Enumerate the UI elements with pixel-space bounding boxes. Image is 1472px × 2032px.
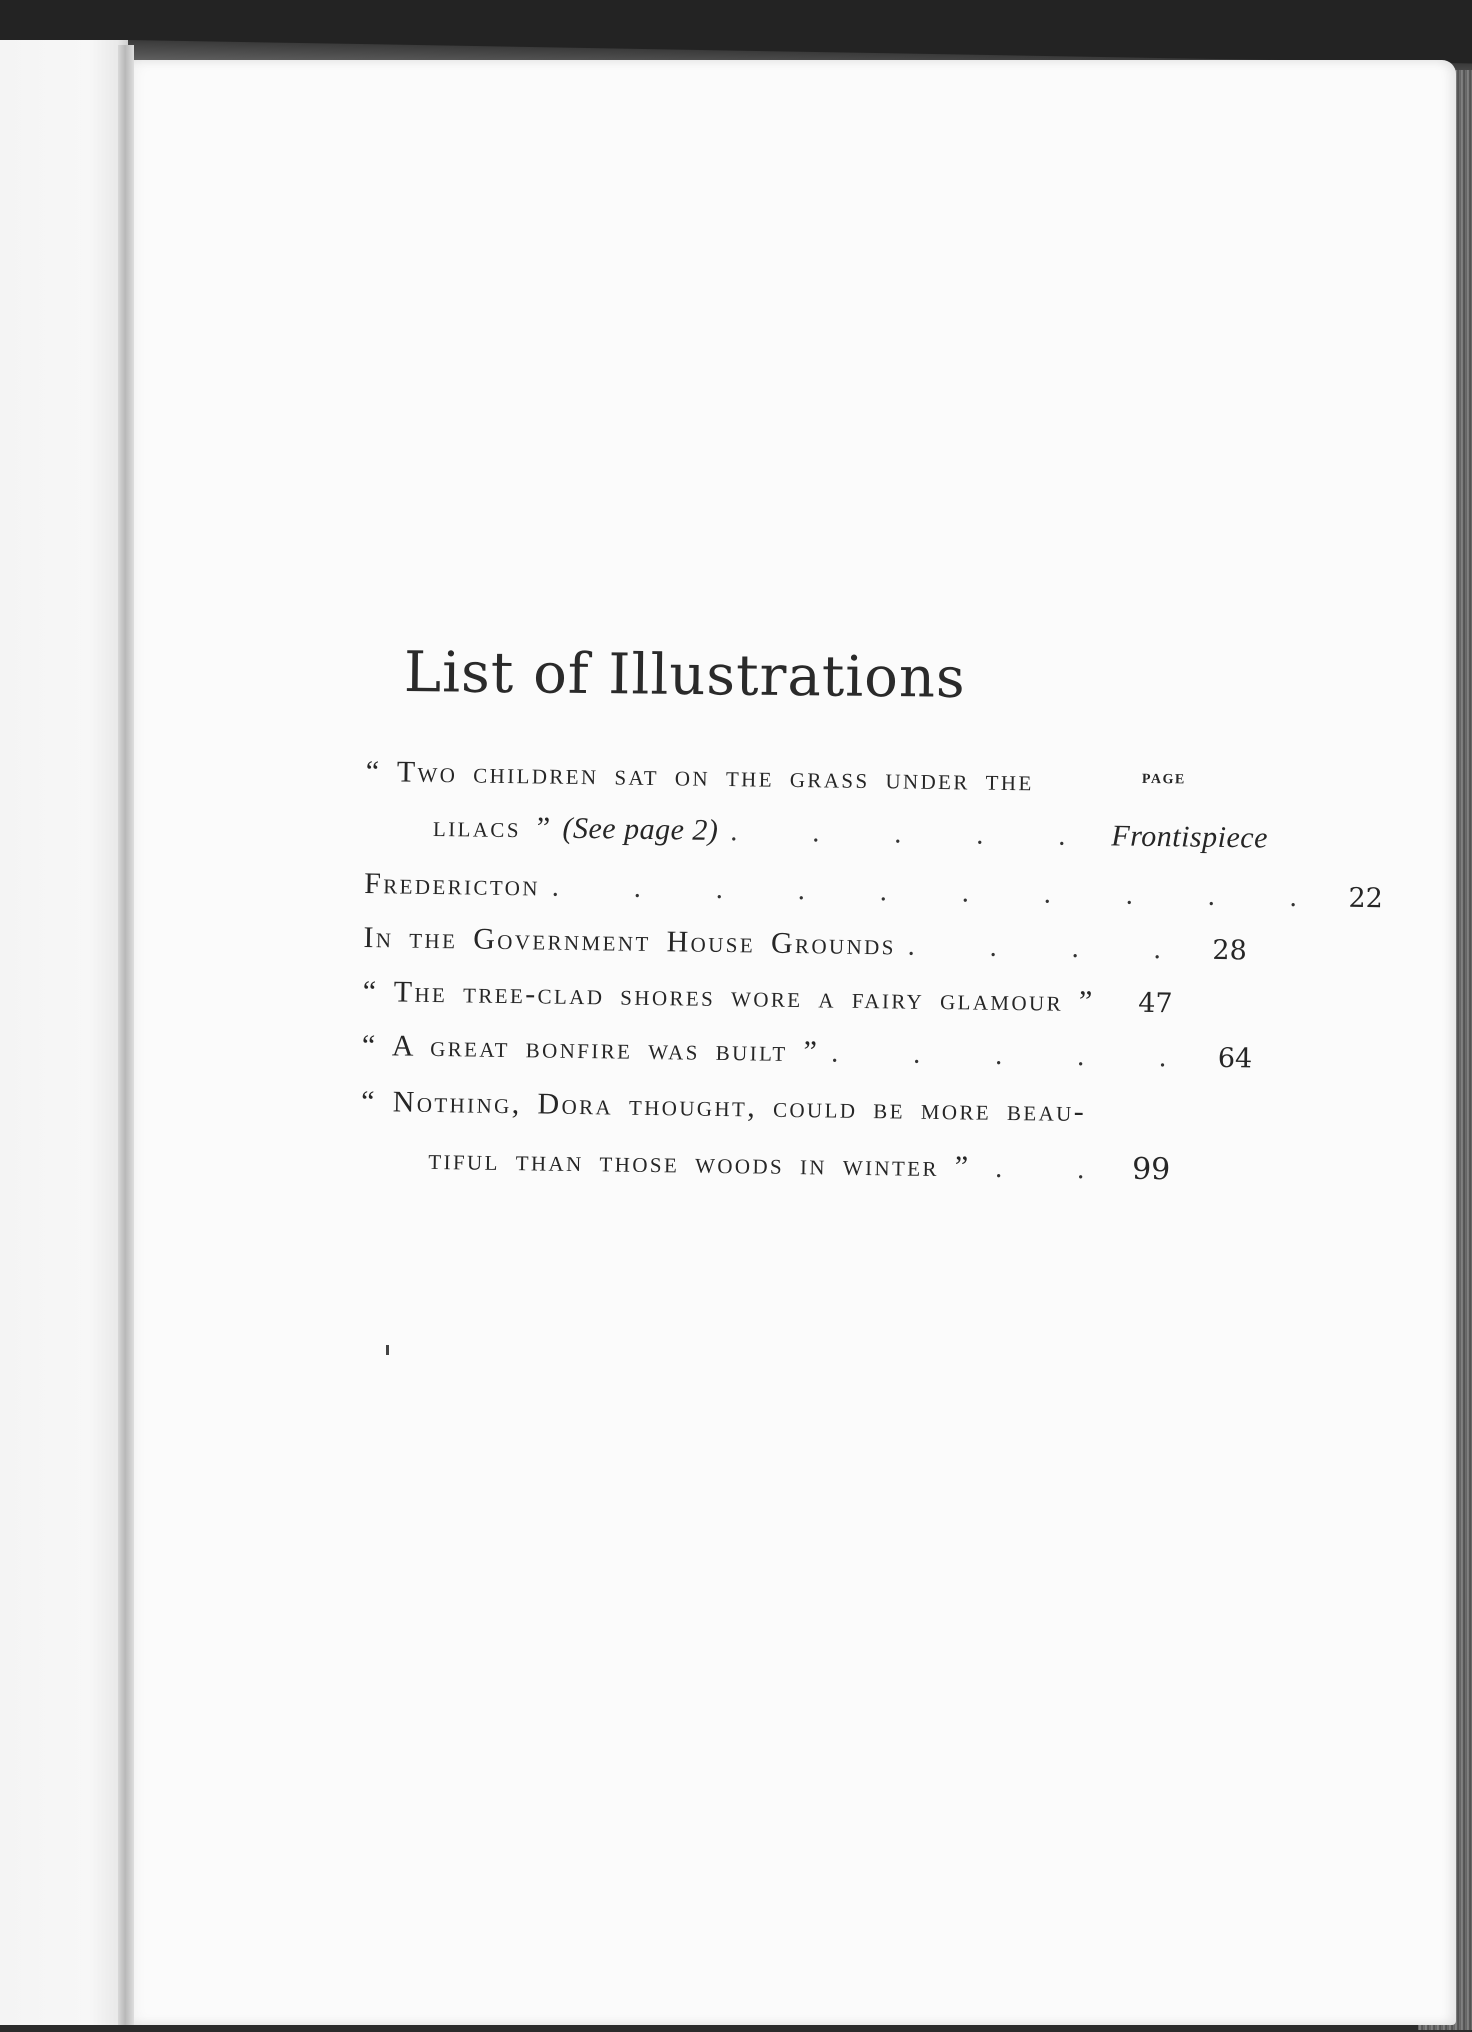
dot-leader: . . . . . . . . . .	[551, 871, 1332, 914]
entry-caption: Fredericton	[363, 866, 541, 903]
list-item	[361, 1085, 1172, 1140]
entry-caption: “ The tree-clad shores wore a fairy glamour ”	[362, 974, 1095, 1019]
entry-caption: lilacs ”	[432, 809, 553, 845]
left-page-edge	[0, 40, 128, 2025]
list-item	[362, 975, 1173, 1030]
entry-note: (See page 2)	[562, 811, 719, 847]
entry-caption: “ Nothing, Dora thought, could be more beau-	[360, 1084, 1087, 1129]
entry-caption: “ Two children sat on the grass under the	[365, 755, 1034, 798]
entry-page: 47	[1138, 987, 1173, 1020]
entry-caption: tiful than those woods in winter ”	[428, 1142, 971, 1184]
list-item	[365, 809, 1269, 864]
entry-page: 99	[1131, 1151, 1171, 1188]
entry-caption: “ A great bonfire was built ”	[361, 1028, 820, 1069]
dot-leader: . . . . .	[730, 816, 1100, 853]
entry-page: Frontispiece	[1111, 819, 1269, 855]
print-speck	[386, 1345, 389, 1355]
list-item	[360, 1141, 1171, 1196]
dot-leader: . . . .	[907, 930, 1195, 966]
page-title: List of Illustrations	[403, 640, 967, 711]
list-item	[363, 866, 1384, 922]
illustrations-list	[359, 755, 1384, 1236]
list-item	[361, 1028, 1253, 1084]
entry-page: 64	[1217, 1042, 1253, 1075]
entry-page: 28	[1212, 934, 1247, 967]
book-gutter	[118, 45, 134, 2025]
dot-leader: . . . . .	[830, 1037, 1201, 1074]
entry-caption: In the Government House Grounds	[363, 920, 897, 962]
page-column-header: PAGE	[1141, 771, 1186, 788]
list-item	[363, 920, 1247, 976]
entry-page: 22	[1348, 882, 1384, 915]
dot-leader: . .	[995, 1152, 1119, 1186]
